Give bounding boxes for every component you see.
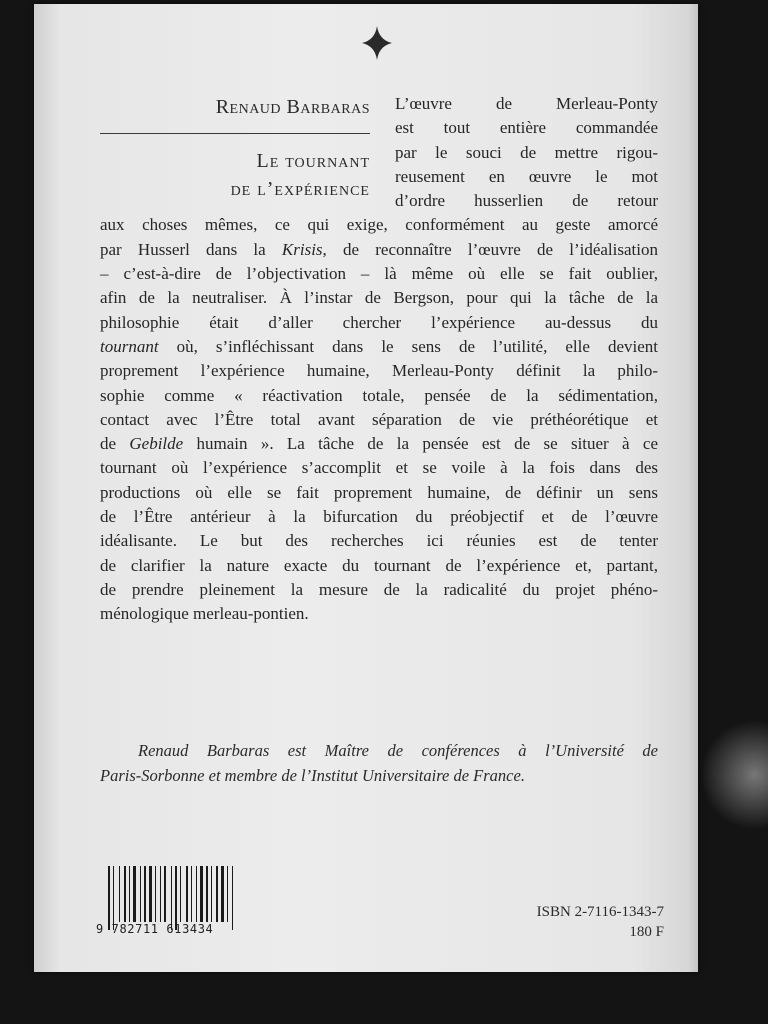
blurb-line: ménologique merleau-pontien. — [100, 604, 309, 624]
blurb-line — [100, 335, 658, 359]
blurb-line: tournant où l’expérience s’accomplit et se voile à la fois dans des — [100, 458, 658, 478]
blurb-italic-tournant: tournant — [100, 336, 159, 356]
bio-line-1: Renaud Barbaras est Maître de conférences à l’Université de — [138, 741, 658, 760]
barcode-bar — [180, 866, 181, 922]
background-glare — [700, 720, 768, 830]
blurb-line: de clarifier la nature exacte du tournant de l’expérience et, partant, — [100, 555, 658, 575]
author-name: Renaud Barbaras — [215, 96, 370, 118]
blurb-line: sophie comme « réactivation totale, pensée de la sédimentation, — [100, 385, 658, 405]
blurb-italic-gebilde: Gebilde — [129, 434, 184, 454]
author-bio — [100, 738, 658, 788]
barcode-bar — [191, 866, 192, 922]
blurb-line: afin de la neutraliser. À l’instar de Bergson, pour qui la tâche de la — [100, 288, 658, 308]
barcode-bar — [160, 866, 161, 922]
blurb-text-run: humain ». La tâche de la pensée est de se situer à ce — [183, 434, 659, 454]
blurb-line: reusement en œuvre le mot — [395, 166, 658, 186]
blurb-line: de l’Être antérieur à la bifurcation du préobjectif et de l’œuvre — [100, 507, 658, 527]
barcode-bar — [133, 866, 136, 922]
blurb-line: par le souci de mettre rigou- — [395, 142, 658, 162]
barcode-bar — [206, 866, 208, 922]
barcode-digits: 9 782711 613434 — [96, 922, 214, 936]
barcode-bar — [221, 866, 224, 922]
bio-line-2: Paris-Sorbonne et membre de l’Institut Universitaire de France. — [100, 766, 525, 785]
blurb-line: proprement l’expérience humaine, Merleau-Ponty définit la philo- — [100, 361, 658, 381]
blurb-line: d’ordre husserlien de retour — [395, 191, 658, 211]
barcode-bar — [108, 866, 110, 930]
barcode-bar — [216, 866, 218, 922]
blurb-line: contact avec l’Être total avant séparation de vie préthéorétique et — [100, 409, 658, 429]
barcode-bar — [211, 866, 212, 922]
blurb-text-run: , de reconnaître l’œuvre de l’idéalisation — [322, 239, 658, 259]
isbn-code: ISBN 2-7116-1343-7 — [536, 904, 664, 920]
title-line-2: de l’expérience — [230, 178, 370, 200]
isbn-block — [537, 902, 664, 942]
barcode-bar — [119, 866, 120, 922]
blurb-text-run: par Husserl dans la — [100, 239, 282, 259]
blurb-line: – c’est-à-dire de l’objectivation – là même où elle se fait oublier, — [100, 264, 658, 284]
blurb-line — [100, 432, 658, 456]
barcode-bar — [124, 866, 126, 922]
blurb-line — [100, 238, 658, 262]
barcode-bar — [186, 866, 188, 922]
barcode-bar — [227, 866, 228, 922]
barcode-bar — [175, 866, 177, 930]
blurb-line: L’œuvre de Merleau-Ponty — [395, 94, 658, 113]
barcode-bar — [164, 866, 166, 922]
blurb-line: idéalisante. Le but des recherches ici réunies est de tenter — [100, 531, 658, 551]
price: 180 F — [629, 924, 664, 940]
blurb-italic-krisis: Krisis — [281, 239, 323, 259]
blurb-line: philosophie était d’aller chercher l’expérience au-dessus du — [100, 312, 658, 332]
blurb-text-run: de — [100, 434, 130, 454]
barcode-bar — [171, 866, 172, 930]
blurb-line: est tout entière commandée — [395, 118, 658, 138]
barcode-bar — [129, 866, 130, 922]
blurb-text-run: où, s’infléchissant dans le sens de l’utilité, elle devient — [158, 336, 658, 356]
barcode-bar — [113, 866, 114, 930]
blurb-line: productions où elle se fait proprement humaine, de définir un sens — [100, 482, 658, 502]
barcode-bar — [149, 866, 152, 922]
blurb-line: aux choses mêmes, ce qui exige, conformément au geste amorcé — [100, 215, 658, 235]
barcode-bar — [140, 866, 141, 922]
barcode-bar — [196, 866, 197, 922]
title-line-1: Le tournant — [256, 150, 370, 172]
book-back-cover — [34, 4, 698, 972]
barcode-bar — [155, 866, 156, 922]
blurb-line: de prendre pleinement la mesure de la radicalité du projet phéno- — [100, 579, 658, 599]
barcode-bar — [232, 866, 233, 930]
barcode-bar — [200, 866, 203, 922]
star-ornament-icon — [362, 26, 392, 60]
barcode-bar — [144, 866, 146, 922]
blurb-text — [100, 92, 658, 627]
cover-edge-shade — [688, 4, 698, 972]
